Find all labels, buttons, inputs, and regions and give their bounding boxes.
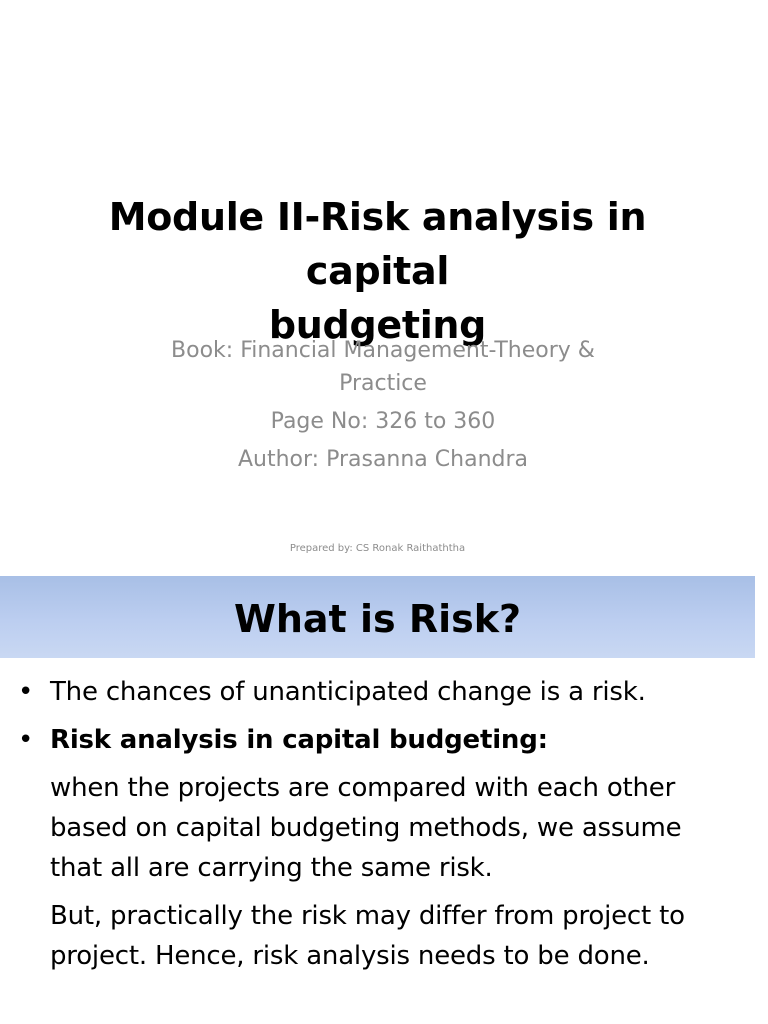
- paragraph-line: project. Hence, risk analysis needs to be done.: [50, 941, 650, 971]
- bullet-item: [18, 672, 738, 712]
- slide-title-heading: [40, 190, 715, 352]
- bullet-dot: •: [18, 725, 34, 755]
- paragraph-line: But, practically the risk may differ from project to: [50, 901, 685, 931]
- book-info: [140, 334, 626, 400]
- author-line: Author: Prasanna Chandra: [237, 447, 529, 472]
- slide-2-content: [18, 672, 738, 984]
- paragraph-conclusion: [18, 896, 738, 976]
- title-line-2: budgeting: [268, 303, 487, 347]
- book-line-1: Book: Financial Management-Theory &: [171, 338, 595, 363]
- bullet-text: Risk analysis in capital budgeting:: [50, 725, 548, 755]
- bullet-text: The chances of unanticipated change is a risk.: [50, 677, 646, 707]
- slide-subtitle: [140, 334, 626, 476]
- slide-2-title: What is Risk?: [233, 597, 522, 641]
- bullet-dot: •: [18, 677, 34, 707]
- page-info: [140, 405, 626, 438]
- slide-what-is-risk: [0, 576, 755, 1024]
- paragraph-assumption: [18, 768, 738, 888]
- bullet-item: [18, 720, 738, 760]
- book-line-2: Practice: [339, 371, 427, 396]
- author-info: [140, 443, 626, 476]
- prepared-by-footer: Prepared by: CS Ronak Raithaththa: [289, 543, 466, 554]
- paragraph-line: that all are carrying the same risk.: [50, 853, 493, 883]
- title-line-1: Module II-Risk analysis in capital: [108, 195, 647, 293]
- paragraph-line: based on capital budgeting methods, we assume: [50, 813, 682, 843]
- paragraph-line: when the projects are compared with each other: [50, 773, 676, 803]
- page-number-line: Page No: 326 to 360: [270, 409, 496, 434]
